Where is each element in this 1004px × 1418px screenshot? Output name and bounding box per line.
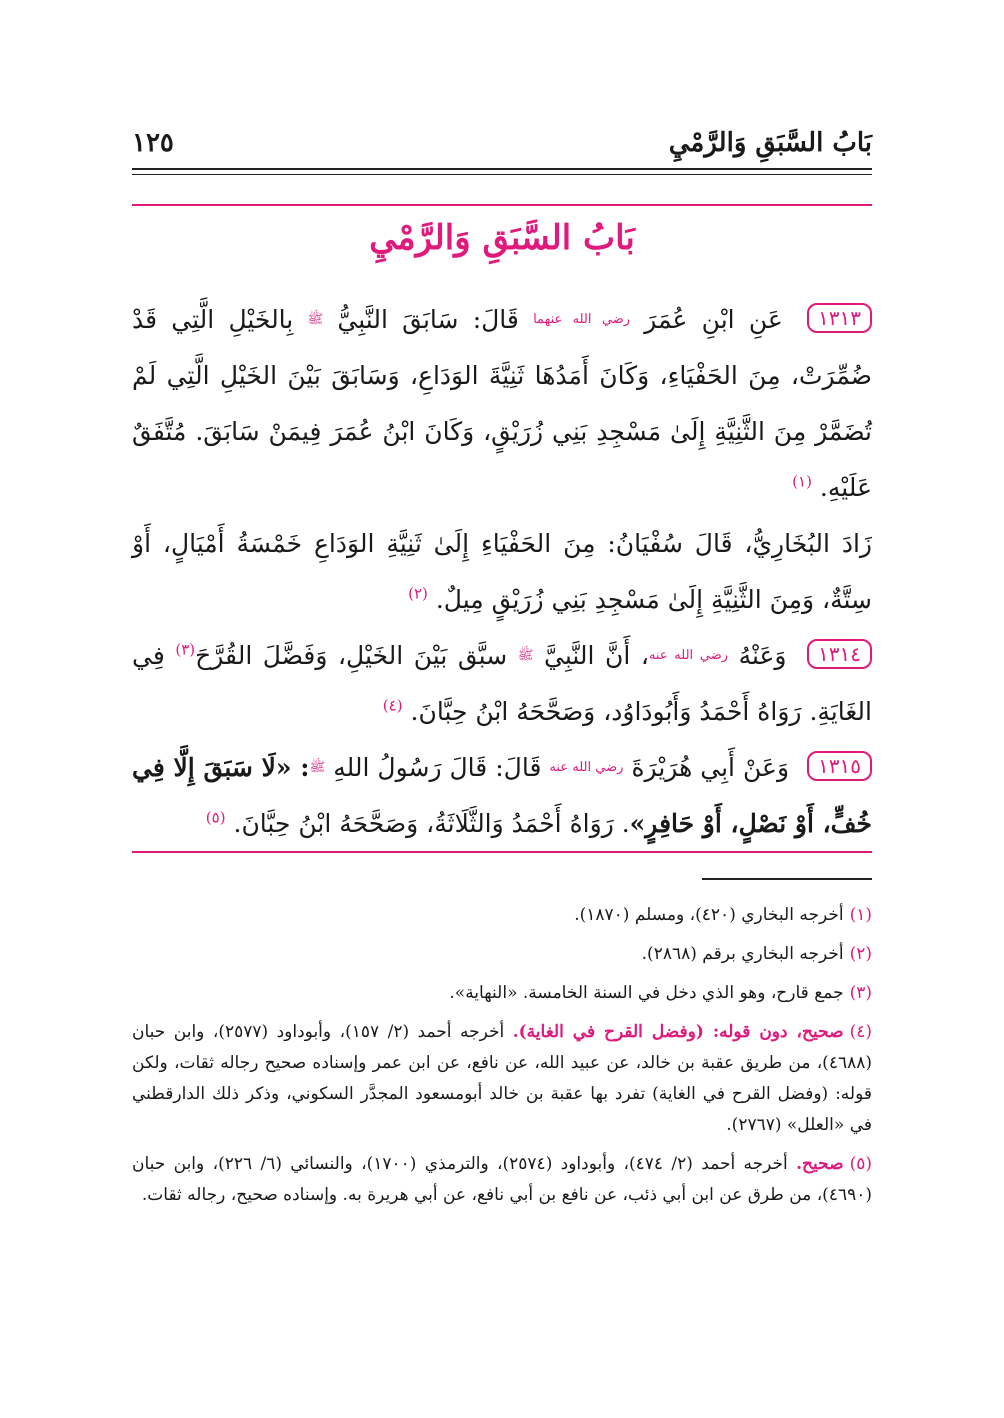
- hadith-text: قَالَ: قَالَ رَسُولُ اللهِ: [333, 753, 542, 782]
- footnote-number: (٣): [849, 983, 872, 1003]
- hadith-text: سبَّق بَيْنَ الخَيْلِ، وَفَضَّلَ القُرَّحَ: [195, 641, 508, 670]
- footnote-text: أخرجه البخاري برقم (٢٨٦٨).: [641, 944, 844, 964]
- footnote-ref[interactable]: (١): [792, 472, 812, 491]
- hadith-text: قَالَ: سَابَقَ النَّبِيُّ: [337, 305, 519, 334]
- page-number: ١٢٥: [132, 128, 174, 158]
- hadith-text: بِالخَيْلِ الَّتِي قَدْ ضُمِّرَتْ، مِنَ الحَفْيَاءِ، وَكَانَ أَمَدُهَا ثَنِيَّةَ الوَدَاعِ، وَسَابَقَ بَيْنَ الخَيْلِ الَّتِي لَمْ تُضَمَّرْ مِنَ الثَّنِيَّةِ إِلَىٰ مَسْجِدِ بَنِي زُرَيْقٍ، وَكَانَ ابْنُ عُمَرَ فِيمَنْ سَابَقَ. مُتَّفَقٌ عَلَيْهِ.: [132, 305, 872, 502]
- hadith-text: ، أَنَّ النَّبِيَّ: [543, 641, 649, 670]
- hadith-text: فِي الغَايَةِ. رَوَاهُ أَحْمَدُ وَأَبُودَاوُد، وَصَحَّحَهُ ابْنُ حِبَّانَ.: [132, 641, 872, 726]
- section-bottom-rule: [132, 851, 872, 853]
- hadith-body: [132, 292, 872, 852]
- footnote-number: (٢): [849, 944, 872, 964]
- hadith-text: عَنِ ابْنِ عُمَرَ: [644, 305, 783, 334]
- footnote-number: (٤): [849, 1022, 872, 1042]
- book-page: [132, 0, 872, 1418]
- footnote-3: [132, 978, 872, 1009]
- hadith-1315: [132, 740, 872, 852]
- chapter-top-rule: [132, 204, 872, 206]
- grading-label: صحيح.: [796, 1154, 844, 1174]
- honorific: ﷺ: [307, 312, 324, 327]
- running-header: [132, 120, 872, 170]
- footnote-ref[interactable]: (٣): [175, 640, 196, 659]
- footnote-text: أخرجه أحمد (٢/ ١٥٧)، وأبوداود (٢٥٧٧)، وابن حبان (٤٦٨٨)، من طريق عقبة بن خالد، عن عبيد الله، عن نافع، عن ابن عمر وإسناده صحيح رجاله ثقات، ولكن قوله: (وفضل القرح في الغاية) تفرد بها عقبة بن خالد أبومسعود المجدَّر السكوني، وذكر ذلك الدارقطني في «العلل» (٢٧٦٧).: [132, 1022, 872, 1135]
- footnote-number: (٥): [849, 1154, 872, 1174]
- chapter-title: بَابُ السَّبَقِ وَالرَّمْيِ: [369, 218, 635, 258]
- hadith-1314: [132, 628, 872, 740]
- footnote-1: [132, 900, 872, 931]
- footnote-text: أخرجه البخاري (٤٢٠)، ومسلم (١٨٧٠).: [574, 905, 844, 925]
- hadith-text: وَعَنْهُ: [738, 641, 787, 670]
- footnote-4: [132, 1017, 872, 1141]
- header-divider: [132, 168, 872, 175]
- honorific: رضي الله عنهما: [533, 312, 631, 327]
- footnote-2: [132, 939, 872, 970]
- honorific: رضي الله عنه: [549, 760, 624, 775]
- hadith-1313: [132, 292, 872, 516]
- honorific: ﷺ: [517, 648, 534, 663]
- footnote-ref[interactable]: (٤): [382, 696, 403, 715]
- honorific: رضي الله عنه: [648, 648, 729, 663]
- honorific: ﷺ: [309, 760, 326, 775]
- hadith-text: وَعَنْ أَبِي هُرَيْرَةَ: [631, 753, 790, 782]
- footnote-text: جمع قارح، وهو الذي دخل في السنة الخامسة. «النهاية».: [449, 983, 844, 1003]
- hadith-text: . رَوَاهُ أَحْمَدُ وَالثَّلَاثَةُ، وَصَحَّحَهُ ابْنُ حِبَّانَ.: [233, 809, 630, 838]
- footnote-text: أخرجه أحمد (٢/ ٤٧٤)، وأبوداود (٢٥٧٤)، والترمذي (١٧٠٠)، والنسائي (٦/ ٢٢٦)، وابن حبان (٤٦٩٠)، من طرق عن ابن أبي ذئب، عن نافع بن أبي نافع، عن أبي هريرة به. وإسناده صحيح، رجاله ثقات.: [132, 1154, 872, 1205]
- prophetic-quote: : «لَا سَبَقَ إِلَّا فِي خُفٍّ، أَوْ نَصْلٍ، أَوْ حَافِرٍ»: [132, 753, 872, 838]
- footnotes: [132, 900, 872, 1219]
- footnote-separator: [702, 878, 872, 880]
- hadith-text: زَادَ البُخَارِيُّ، قَالَ سُفْيَانُ: مِنَ الحَفْيَاءِ إِلَىٰ ثَنِيَّةِ الوَدَاعِ خَمْسَةُ أَمْيَالٍ، أَوْ سِتَّةٌ، وَمِنَ الثَّنِيَّةِ إِلَىٰ مَسْجِدِ بَنِي زُرَيْقٍ مِيلٌ.: [132, 529, 872, 614]
- hadith-1313-addition: [132, 516, 872, 628]
- footnote-ref[interactable]: (٢): [408, 584, 428, 603]
- hadith-number-badge: ١٣١٣: [807, 303, 872, 333]
- footnote-number: (١): [849, 905, 872, 925]
- running-header-title: بَابُ السَّبَقِ وَالرَّمْيِ: [668, 128, 872, 158]
- footnote-5: [132, 1149, 872, 1211]
- hadith-number-badge: ١٣١٤: [807, 639, 872, 669]
- grading-label: صحيح، دون قوله: (وفضل القرح في الغاية).: [512, 1022, 844, 1042]
- footnote-ref[interactable]: (٥): [205, 808, 226, 827]
- hadith-number-badge: ١٣١٥: [807, 751, 872, 781]
